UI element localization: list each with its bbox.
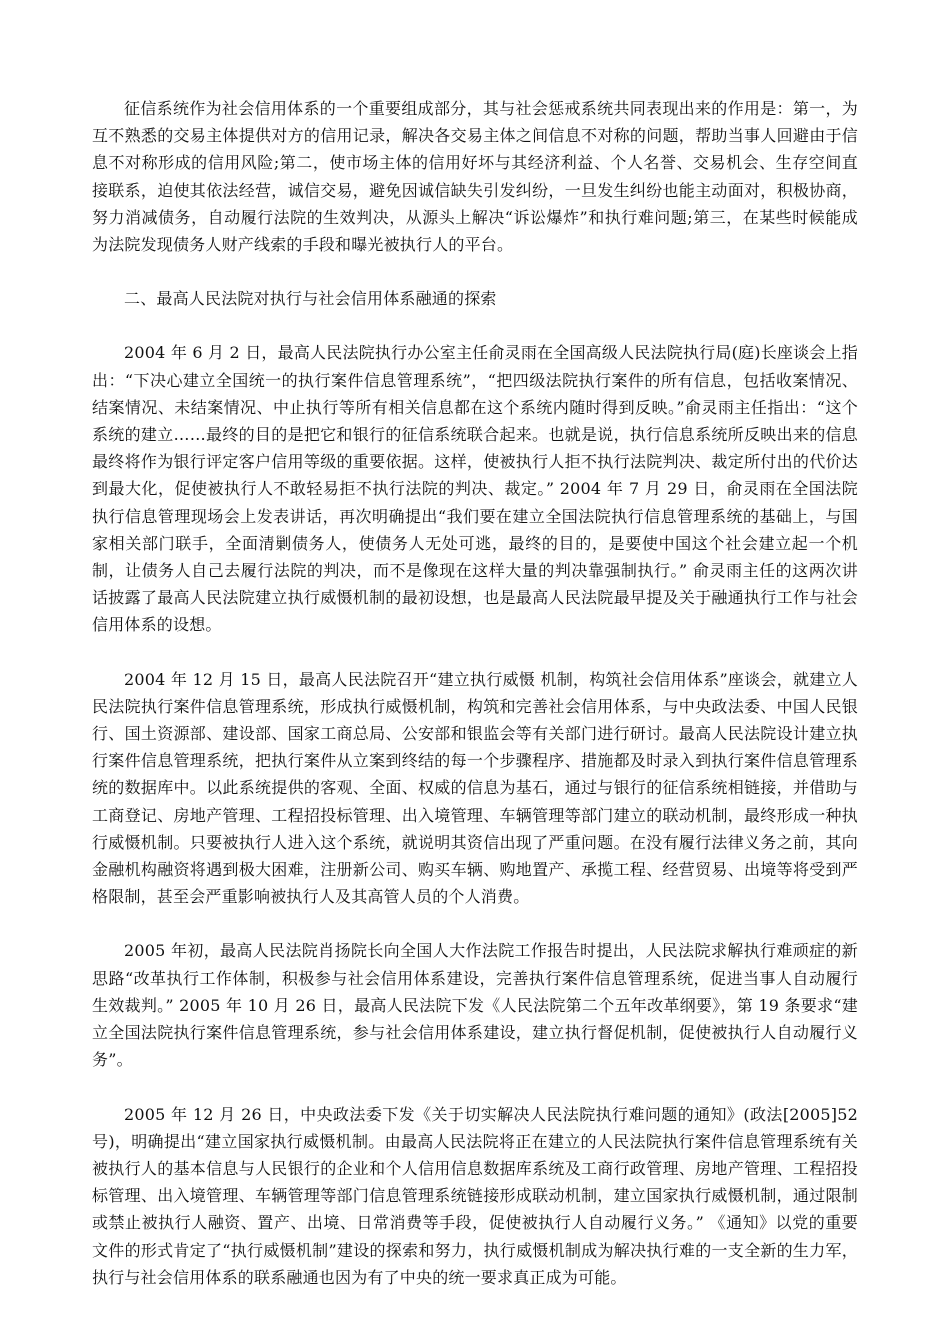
paragraph-credit-system-role: 征信系统作为社会信用体系的一个重要组成部分，其与社会惩戒系统共同表现出来的作用是：第一，为互不熟悉的交易主体提供对方的信用记录，解决各交易主体之间信息不对称的问题，帮助当事人回避由于信息不对称形成的信用风险;第二，使市场主体的信用好坏与其经济利益、个人名誉、交易机会、生存空间直接联系，迫使其依法经营，诚信交易，避免因诚信缺失引发纠纷，一旦发生纠纷也能主动面对，积极协商，努力消减债务，自动履行法院的生效判决，从源头上解决“诉讼爆炸”和执行难问题;第三，在某些时候能成为法院发现债务人财产线索的手段和曝光被执行人的平台。 — [92, 99, 858, 255]
paragraph-2004-june: 2004 年 6 月 2 日，最高人民法院执行办公室主任俞灵雨在全国高级人民法院执行局(庭)长座谈会上指出：“下决心建立全国统一的执行案件信息管理系统”，“把四级法院执行案件的所有信息，包括收案情况、结案情况、未结案情况、中止执行等所有相关信息都在这个系统内随时得到反映。”俞灵雨主任指出：“这个系统的建立……最终的目的是把它和银行的征信系统联合起来。也就是说，执行信息系统所反映出来的信息最终将作为银行评定客户信用等级的重要依据。这样，使被执行人拒不执行法院判决、裁定所付出的代价达到最大化，促使被执行人不敢轻易拒不执行法院的判决、裁定。” 2004 年 7 月 29 日，俞灵雨在全国法院执行信息管理现场会上发表讲话，再次明确提出“我们要在建立全国法院执行信息管理系统的基础上，与国家相关部门联手，全面清剿债务人，使债务人无处可逃，最终的目的，是要使中国这个社会建立起一个机制，让债务人自己去履行法院的判决，而不是像现在这样大量的判决靠强制执行。” 俞灵雨主任的这两次讲话披露了最高人民法院建立执行威慑机制的最初设想，也是最高人民法院最早提及关于融通执行工作与社会信用体系的设想。 — [92, 343, 858, 635]
section-heading: 二、最高人民法院对执行与社会信用体系融通的探索 — [124, 289, 497, 309]
paragraph-2005-december: 2005 年 12 月 26 日，中央政法委下发《关于切实解决人民法院执行难问题的通知》(政法[2005]52 号)，明确提出“建立国家执行威慑机制。由最高人民法院将正在建立的人民法院执行案件信息管理系统有关被执行人的基本信息与人民银行的企业和个人信用信息数据库系统及工商行政管理、房地产管理、工程招投标管理、出入境管理、车辆管理等部门信息管理系统链接形成联动机制，建立国家执行威慑机制，通过限制或禁止被执行人融资、置产、出境、日常消费等手段，促使被执行人自动履行义务。” 《通知》以党的重要文件的形式肯定了“执行威慑机制”建设的探索和努力，执行威慑机制成为解决执行难的一支全新的生力军，执行与社会信用体系的联系融通也因为有了中央的统一要求真正成为可能。 — [92, 1104, 858, 1287]
document-body — [92, 95, 858, 1318]
paragraph-2004-december: 2004 年 12 月 15 日，最高人民法院召开“建立执行威慑 机制，构筑社会信用体系”座谈会，就建立人民法院执行案件信息管理系统，形成执行威慑机制，构筑和完善社会信用体系，与中央政法委、中国人民银行、国土资源部、建设部、国家工商总局、公安部和银监会等有关部门进行研讨。最高人民法院设计建立执行案件信息管理系统，把执行案件从立案到终结的每一个步骤程序、措施都及时录入到执行案件信息管理系统的数据库中。以此系统提供的客观、全面、权威的信息为基石，通过与银行的征信系统相链接，并借助与工商登记、房地产管理、工程招投标管理、出入境管理、车辆管理等部门建立的联动机制，最终形成一种执行威慑机制。只要被执行人进入这个系统，就说明其资信出现了严重问题。在没有履行法律义务之前，其向金融机构融资将遇到极大困难，注册新公司、购买车辆、购地置产、承揽工程、经营贸易、出境等将受到严格限制，甚至会严重影响被执行人及其高管人员的个人消费。 — [92, 669, 858, 907]
paragraph-2005-early: 2005 年初，最高人民法院肖扬院长向全国人大作法院工作报告时提出，人民法院求解执行难顽症的新思路“改革执行工作体制，积极参与社会信用体系建设，完善执行案件信息管理系统，促进当事人自动履行生效裁判。” 2005 年 10 月 26 日，最高人民法院下发《人民法院第二个五年改革纲要》，第 19 条要求“建立全国法院执行案件信息管理系统，参与社会信用体系建设，建立执行督促机制，促使被执行人自动履行义务”。 — [92, 941, 858, 1070]
